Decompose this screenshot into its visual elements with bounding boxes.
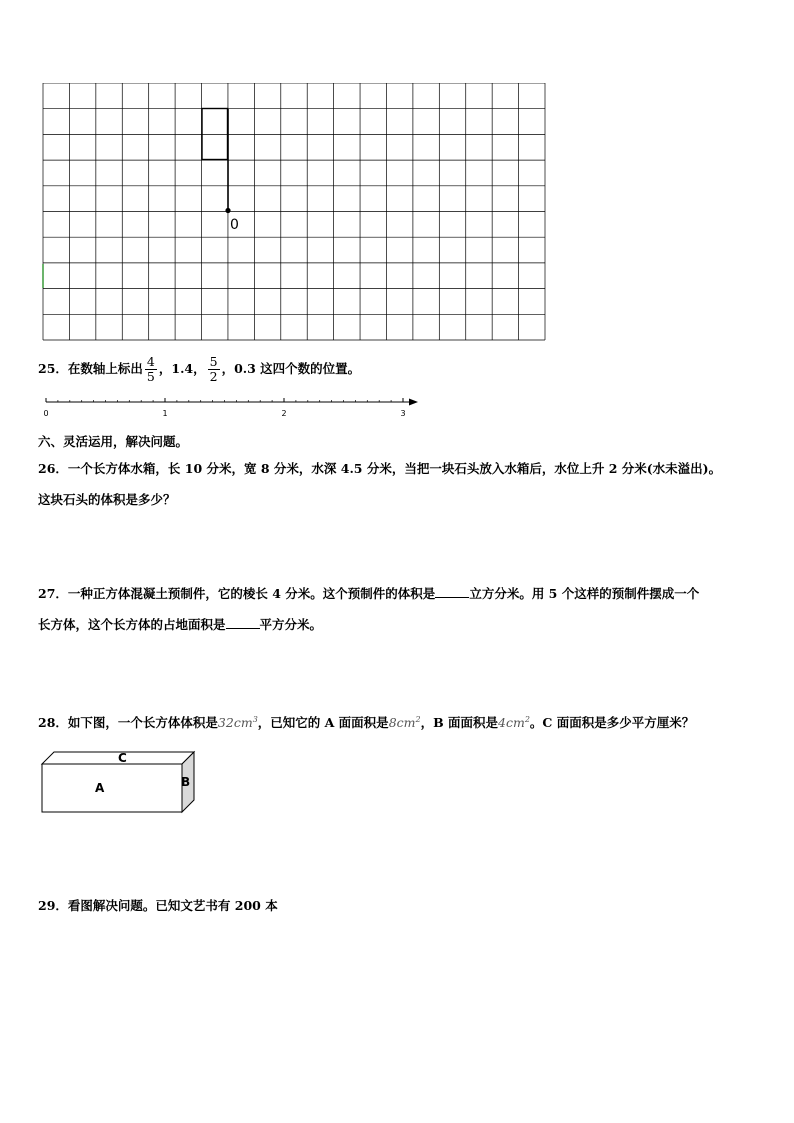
question-28: 28．如下图，一个长方体体积是$32cm^3$，已知它的 A 面面积是$8cm^2$，B 面面积是$4cm^2$。C 面面积是多少平方厘米？ bbox=[38, 714, 695, 730]
answer-blank-volume[interactable] bbox=[435, 585, 469, 598]
label-a: A bbox=[95, 781, 105, 795]
tick-label: 2 bbox=[281, 409, 287, 418]
question-26-line2: 这块石头的体积是多少？ bbox=[38, 492, 176, 507]
label-c: C bbox=[118, 751, 127, 765]
question-26-line1: 26．一个长方体水箱，长 10 分米，宽 8 分米，水深 4.5 分米，当把一块石头放入水箱后，水位上升 2 分米(水未溢出)。 bbox=[38, 461, 722, 476]
number-line-ticks bbox=[46, 398, 403, 402]
origin-label: 0 bbox=[230, 217, 239, 233]
label-b: B bbox=[181, 775, 191, 789]
grid-lines bbox=[43, 83, 545, 340]
question-29: 29．看图解决问题。已知文艺书有 200 本 bbox=[38, 898, 278, 913]
area-a-expression: $8cm^2$ bbox=[388, 714, 421, 730]
cuboid-figure bbox=[38, 748, 198, 816]
answer-blank-area[interactable] bbox=[226, 616, 260, 629]
rectangle-figure bbox=[202, 109, 228, 160]
fraction-4-5: $\frac{4}{5}$ bbox=[146, 354, 155, 384]
fraction-5-2: $\frac{5}{2}$ bbox=[209, 354, 218, 384]
tick-label: 1 bbox=[162, 409, 168, 418]
tick-label: 3 bbox=[400, 409, 406, 418]
question-27-line2: 长方体，这个长方体的占地面积是 平方分米。 bbox=[38, 617, 323, 632]
volume-expression: $32cm^3$ bbox=[217, 714, 258, 730]
face-a bbox=[42, 764, 182, 812]
area-b-expression: $4cm^2$ bbox=[498, 714, 530, 730]
question-27-line1: 27．一种正方体混凝土预制件，它的棱长 4 分米。这个预制件的体积是 立方分米。用 5 个这样的预制件摆成一个 bbox=[38, 586, 700, 601]
section-title: 六、灵活运用，解决问题。 bbox=[38, 434, 189, 449]
origin-point bbox=[225, 208, 230, 213]
number-line bbox=[38, 394, 428, 422]
question-25: 25．在数轴上标出 $\frac{4}{5}$ ，1.4， $\frac{5}{2}$ ，0.3 这四个数的位置。 bbox=[38, 354, 361, 384]
tick-label: 0 bbox=[43, 409, 49, 418]
coordinate-grid bbox=[42, 83, 546, 341]
arrow-icon bbox=[409, 399, 418, 406]
